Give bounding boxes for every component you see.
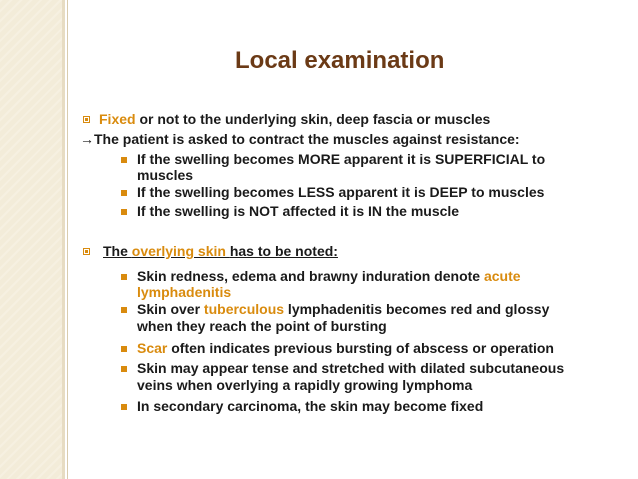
point2-rest: has to be noted: (229, 243, 338, 259)
list-item-continuation: veins when overlying a rapidly growing lymphoma (137, 377, 473, 393)
point-overlying-skin (103, 243, 338, 260)
point-fixed-text: or not to the underlying skin, deep fascia or muscles (135, 111, 491, 127)
square-bullet-icon (121, 274, 127, 280)
list-item: If the swelling becomes LESS apparent it is DEEP to muscles (137, 184, 545, 200)
list-item (137, 340, 554, 357)
arrow-line (80, 131, 520, 148)
list-item-continuation: when they reach the point of bursting (137, 318, 387, 334)
list-item: If the swelling is NOT affected it is IN the muscle (137, 203, 460, 219)
item1-text: Skin redness, edema and brawny induration denote (137, 268, 484, 284)
highlight-acute: acute (483, 268, 521, 284)
arrow-icon: → (80, 131, 94, 147)
slide-title: Local examination (235, 47, 445, 74)
list-item: If the swelling becomes MORE apparent it is SUPERFICIAL to (137, 151, 546, 167)
checkbox-bullet-icon (83, 248, 90, 255)
list-item-continuation (137, 284, 231, 301)
highlight-scar: Scar (137, 340, 168, 356)
list-item-continuation: muscles (137, 167, 194, 183)
highlight-overlying-skin: overlying skin (131, 243, 230, 259)
sidebar-stripe (67, 0, 68, 479)
square-bullet-icon (121, 157, 127, 163)
square-bullet-icon (121, 366, 127, 372)
item2-rest: lymphadenitis becomes red and glossy (284, 301, 550, 317)
list-item (137, 268, 521, 285)
item2-text: Skin over (137, 301, 204, 317)
square-bullet-icon (121, 346, 127, 352)
list-item: In secondary carcinoma, the skin may become fixed (137, 398, 484, 414)
arrow-line-text: The patient is asked to contract the muscles against resistance: (94, 131, 520, 147)
point2-pre: The (103, 243, 132, 259)
list-item (137, 301, 549, 318)
point-fixed (99, 111, 490, 128)
highlight-fixed: Fixed (99, 111, 136, 127)
checkbox-bullet-icon (83, 116, 90, 123)
item3-rest: often indicates previous bursting of abscess or operation (167, 340, 554, 356)
decorative-sidebar (0, 0, 62, 479)
square-bullet-icon (121, 404, 127, 410)
square-bullet-icon (121, 190, 127, 196)
highlight-tuberculous: tuberculous (203, 301, 285, 317)
highlight-lymphadenitis: lymphadenitis (137, 284, 232, 300)
square-bullet-icon (121, 307, 127, 313)
list-item: Skin may appear tense and stretched with dilated subcutaneous (137, 360, 565, 376)
square-bullet-icon (121, 209, 127, 215)
